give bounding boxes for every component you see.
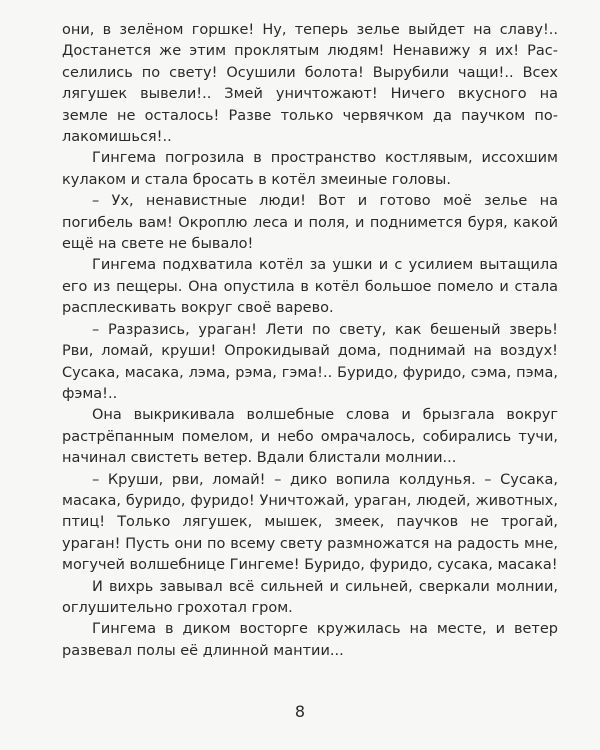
paragraph-3: – Ух, ненавистные люди! Вот и готово моё зелье на погибель вам! Окроплю леса и поля, и поднимется буря, какой ещё на свете не бывало!	[62, 193, 558, 253]
paragraph-8: И вихрь завывал всё сильней и сильней, сверкали молнии, оглушительно грохотал гром.	[62, 578, 558, 616]
paragraph-7: – Круши, рви, ломай! – дико вопила колдунья. – Сусака, масака, буридо, фуридо! Уничтожай, ураган, людей, животных, птиц! Только лягушек, мышек, змеек, паучков не трогай, ураган! Пусть они по всему свету размножатся на радость мне, могучей волшебнице Гингеме! Буридо, фуридо, сусака, масака!	[62, 471, 558, 574]
paragraph-4: Гингема подхватила котёл за ушки и с усилием вытащила его из пещеры. Она опустила в котёл большое помело и стала расплескивать вокруг своё варево.	[62, 257, 558, 317]
paragraph-9: Гингема в диком восторге кружилась на месте, и ветер развевал полы её длинной мантии...	[62, 621, 558, 659]
paragraph-5: – Разразись, ураган! Лети по свету, как бешеный зверь! Рви, ломай, круши! Опрокидывай дома, поднимай на воздух! Сусака, масака, лэма, рэма, гэма!.. Буридо, фуридо, сэма, пэма, фэма!..	[62, 321, 558, 402]
page-number: 8	[294, 702, 306, 721]
paragraph-2: Гингема погрозила в пространство костлявым, иссохшим кулаком и стала бросать в котёл змеиные головы.	[62, 150, 558, 188]
paragraph-6: Она выкрикивала волшебные слова и брызгала вокруг растрёпанным помелом, и небо омрачалось, собирались тучи, начинал свистеть ветер. Вдали блистали молнии...	[62, 407, 558, 467]
page-text-block	[62, 20, 558, 662]
paragraph-1: они, в зелёном горшке! Ну, теперь зелье выйдет на славу!.. Достанется же этим проклятым людям! Ненавижу я их! Расселились по свету! Осушили болота! Вырубили чащи!.. Всех лягушек вывели!.. Змей уничтожают! Ничего вкусного на земле не осталось! Разве только червячком да паучком полакомишься!..	[62, 22, 558, 146]
